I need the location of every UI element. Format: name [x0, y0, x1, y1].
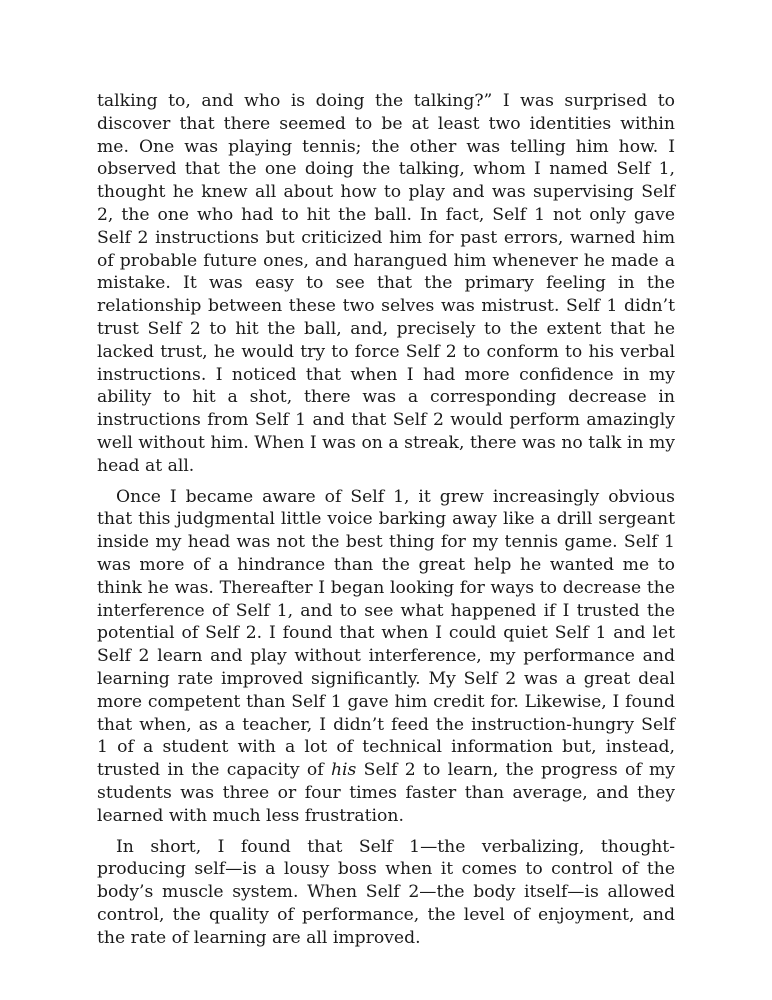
paragraph-2 [97, 486, 675, 828]
paragraph-3 [97, 836, 675, 950]
paragraph-1-text: talking to, and who is doing the talking?” I was surprised to discover that there seemed to be at least two identities within me. One was playing tennis; the other was telling him how. I observed that the one doing the talking, whom I named Self 1, thought he knew all about how to play and was supervising Self 2, the one who had to hit the ball. In fact, Self 1 not only gave Self 2 instructions but criticized him for past errors, warned him of probable future ones, and harangued him whenever he made a mistake. It was easy to see that the primary feeling in the relationship between these two selves was mistrust. Self 1 didn’t trust Self 2 to hit the ball, and, precisely to the extent that he lacked trust, he would try to force Self 2 to conform to his verbal instructions. I noticed that when I had more confidence in my ability to hit a shot, there was a corresponding decrease in instructions from Self 1 and that Self 2 would perform amazingly well without him. When I was on a streak, there was no talk in my head at all. [97, 91, 675, 476]
paragraph-1 [97, 90, 675, 478]
page-body [97, 90, 675, 957]
paragraph-3-text: In short, I found that Self 1—the verbalizing, thought-producing self—is a lousy boss when it comes to control of the body’s muscle system. When Self 2—the body itself—is allowed control, the quality of performance, the level of enjoyment, and the rate of learning are all improved. [97, 836, 675, 948]
paragraph-2-text-b: Self 2 to learn, the progress of my students was three or four times faster than average, and they learned with much less frustration. [97, 760, 676, 826]
paragraph-2-text-a: Once I became aware of Self 1, it grew increasingly obvious that this judgmental little voice barking away like a drill sergeant inside my head was not the best thing for my tennis game. Self 1 was more of a hindrance than the great help he wanted me to think he was. Thereafter I began looking for ways to decrease the interference of Self 1, and to see what happened if I trusted the potential of Self 2. I found that when I could quiet Self 1 and let Self 2 learn and play without interference, my performance and learning rate improved significantly. My Self 2 was a great deal more competent than Self 1 gave him credit for. Likewise, I found that when, as a teacher, I didn’t feed the instruction-hungry Self 1 of a student with a lot of technical information but, instead, trusted in the capacity of [97, 486, 675, 781]
paragraph-2-italic-his: his [330, 760, 357, 781]
